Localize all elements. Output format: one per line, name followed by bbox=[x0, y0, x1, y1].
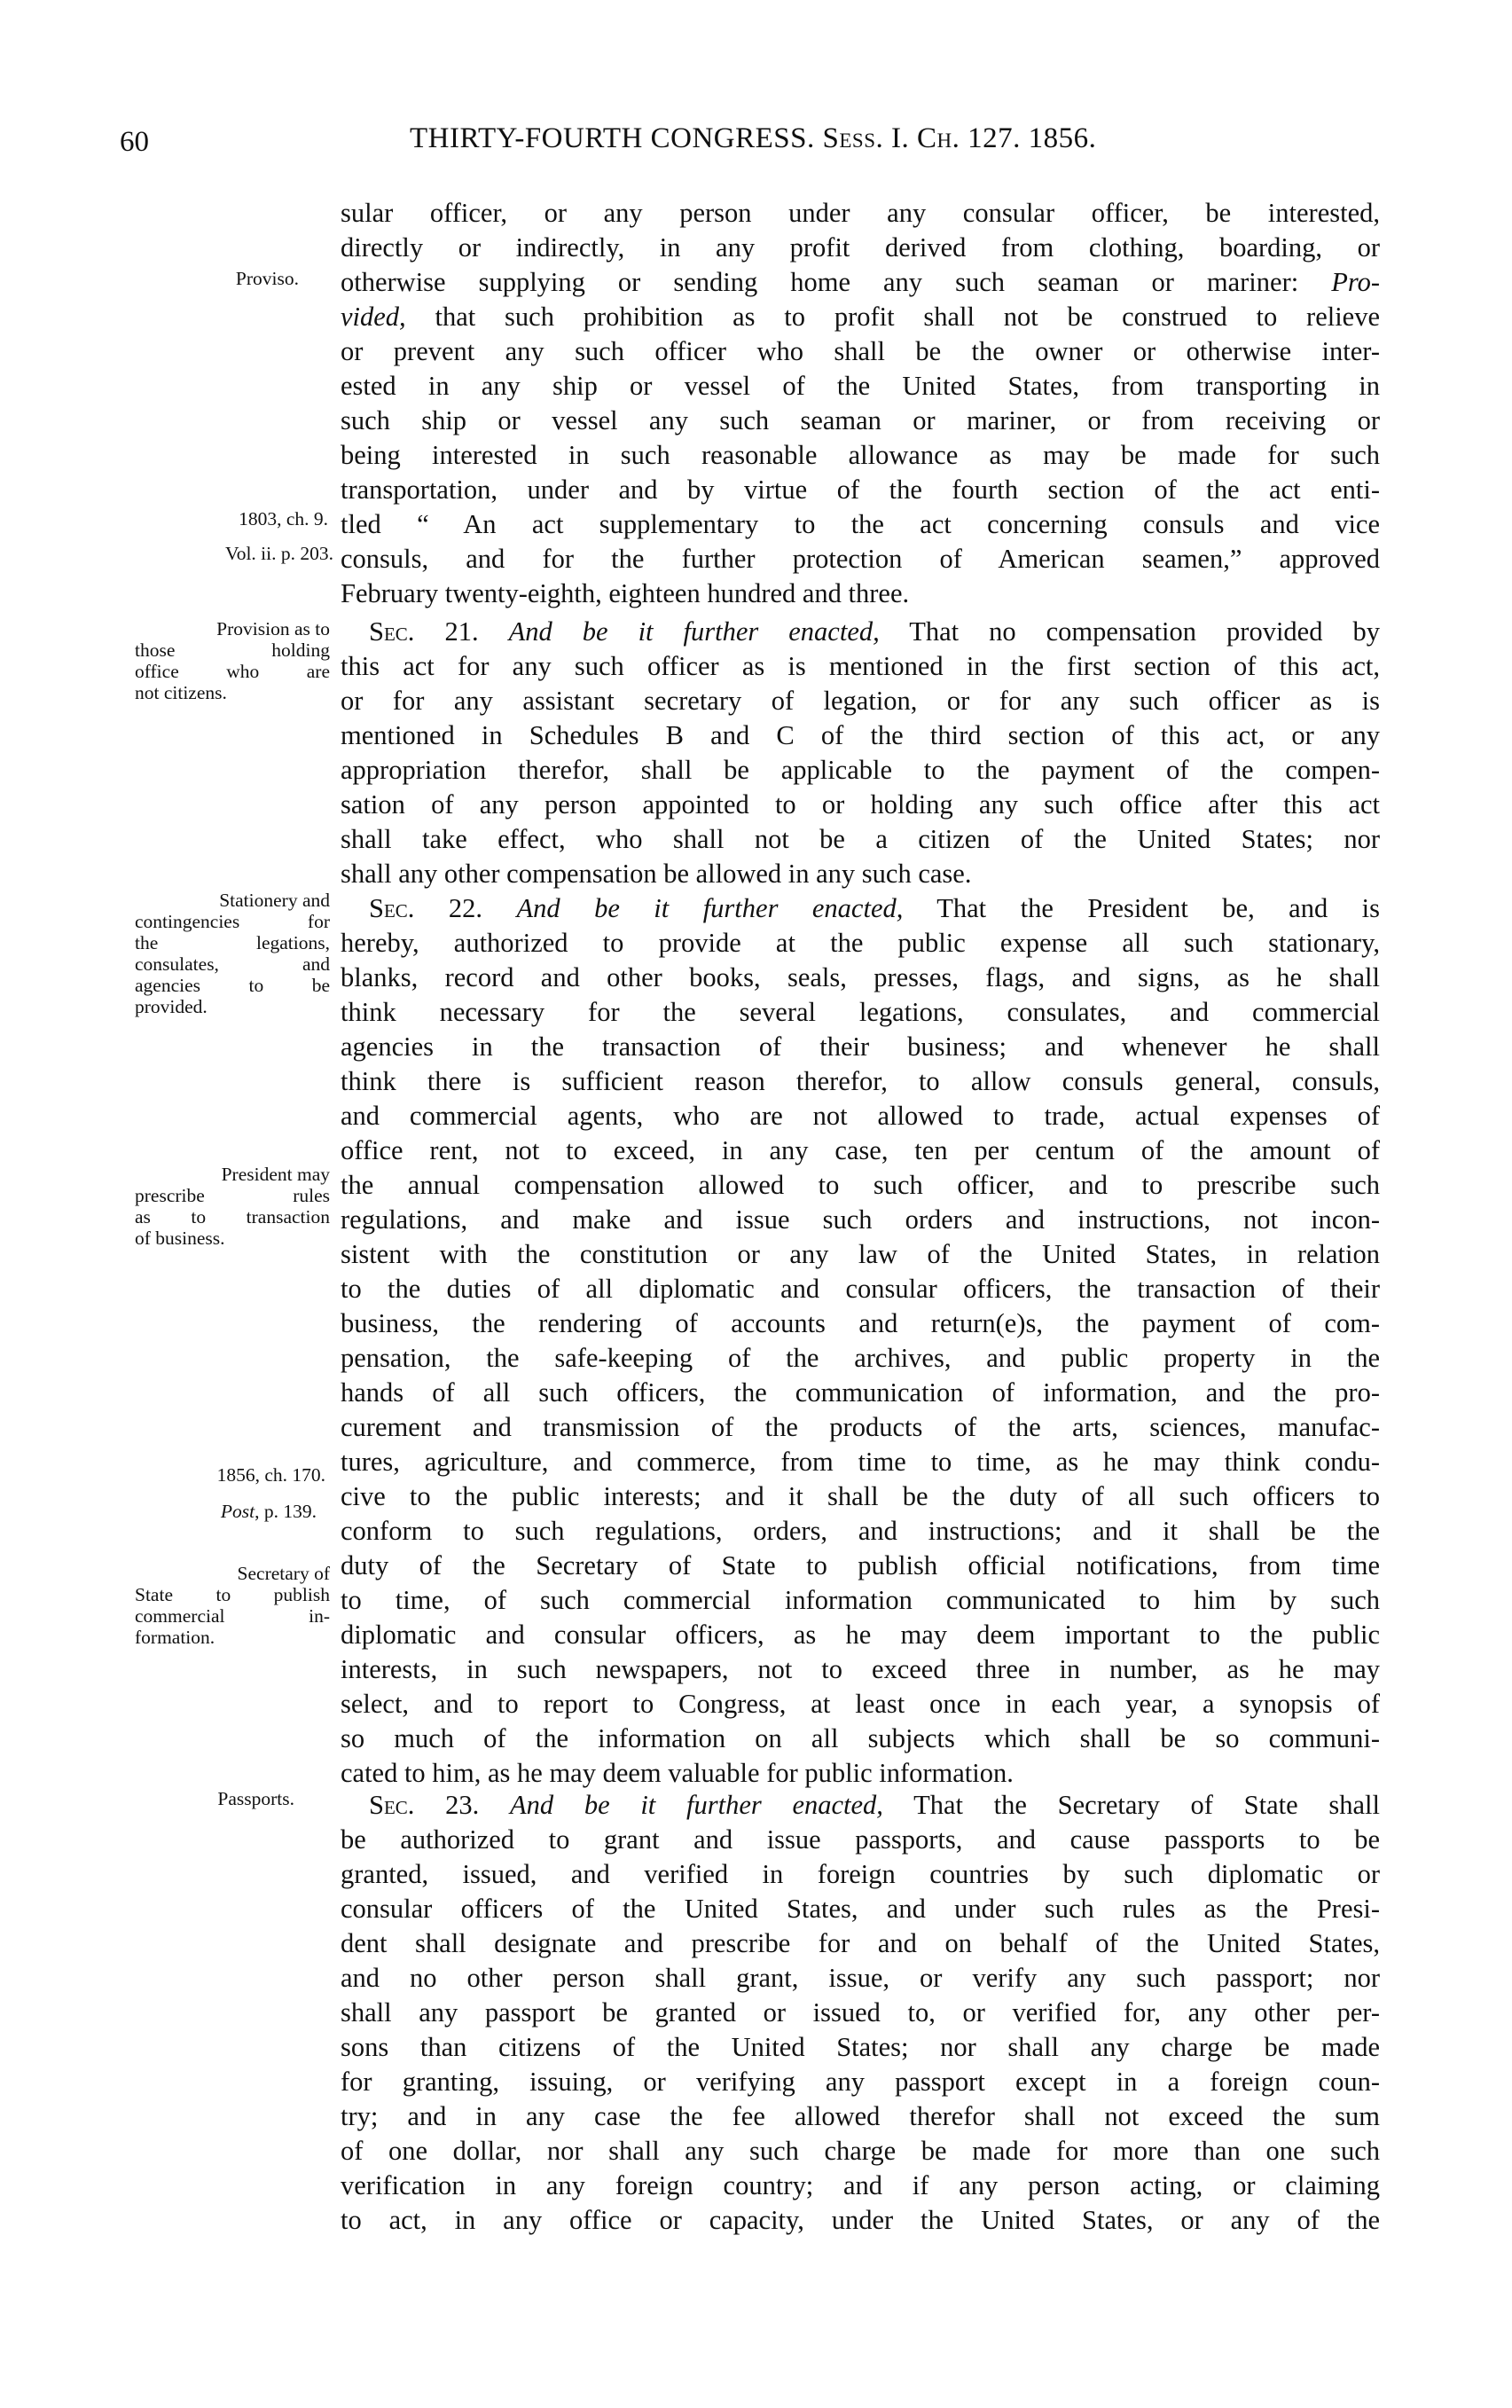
body-line: to time, of such commercial information communicated to him by such bbox=[341, 1585, 1380, 1615]
body-line: regulations, and make and issue such orders and instructions, not incon- bbox=[341, 1204, 1380, 1235]
body-line: shall take effect, who shall not be a citizen of the United States; nor bbox=[341, 824, 1380, 854]
body-text-run: That the Secretary of State shall bbox=[913, 1790, 1380, 1820]
running-head-chapter: Ch. 127. bbox=[916, 122, 1021, 154]
proviso-italic: Pro- bbox=[1331, 267, 1380, 297]
body-line: shall any passport be granted or issued to, or verified for, any other per- bbox=[341, 1997, 1380, 2028]
body-line: curement and transmission of the products of the arts, sciences, manufac- bbox=[341, 1412, 1380, 1442]
body-line: business, the rendering of accounts and return(e)s, the payment of com- bbox=[341, 1308, 1380, 1338]
sidenote-sec21 bbox=[135, 618, 330, 703]
running-head-year: 1856. bbox=[1028, 122, 1097, 154]
body-line bbox=[341, 300, 1380, 334]
proviso-italic: vided, bbox=[341, 302, 406, 332]
sidenote-line: not citizens. bbox=[135, 682, 227, 703]
section-23-first-line bbox=[341, 1788, 1380, 1823]
body-line: tures, agriculture, and commerce, from time to time, as he may think condu- bbox=[341, 1447, 1380, 1477]
body-line: sons than citizens of the United States; nor shall any charge be made bbox=[341, 2032, 1380, 2062]
sidenote-line: consulates, and bbox=[135, 953, 330, 975]
sidenote-passports: Passports. bbox=[217, 1788, 294, 1809]
sidenote-ref-1803: 1803, ch. 9. bbox=[239, 508, 328, 529]
sidenote-line: as to transaction bbox=[135, 1206, 330, 1228]
enacting-clause: And be it further enacted, bbox=[516, 893, 904, 923]
body-line: dent shall designate and prescribe for and on behalf of the United States, bbox=[341, 1928, 1380, 1958]
body-line: think necessary for the several legations, consulates, and commercial bbox=[341, 997, 1380, 1027]
sidenote-proviso: Proviso. bbox=[235, 268, 299, 289]
sidenote-president bbox=[135, 1164, 330, 1249]
body-line: select, and to report to Congress, at least once in each year, a synopsis of bbox=[341, 1689, 1380, 1719]
sidenote-ref-1856: 1856, ch. 170. bbox=[216, 1464, 325, 1486]
body-line: duty of the Secretary of State to publish official notifications, from time bbox=[341, 1550, 1380, 1580]
sidenote-line: Secretary of bbox=[237, 1563, 330, 1584]
body-line: try; and in any case the fee allowed therefor shall not exceed the sum bbox=[341, 2101, 1380, 2131]
body-line: ested in any ship or vessel of the United States, from transporting in bbox=[341, 371, 1380, 401]
body-line: to the duties of all diplomatic and consular officers, the transaction of their bbox=[341, 1274, 1380, 1304]
body-line: and commercial agents, who are not allowed to trade, actual expenses of bbox=[341, 1101, 1380, 1131]
body-line: mentioned in Schedules B and C of the third section of this act, or any bbox=[341, 720, 1380, 750]
body-line: being interested in such reasonable allowance as may be made for such bbox=[341, 440, 1380, 470]
body-line: hereby, authorized to provide at the public expense all such stationary, bbox=[341, 928, 1380, 958]
body-line: transportation, under and by virtue of the fourth section of the act enti- bbox=[341, 475, 1380, 505]
body-text-run: That no compensation provided by bbox=[909, 616, 1380, 647]
body-line: hands of all such officers, the communication of information, and the pro- bbox=[341, 1377, 1380, 1408]
running-head bbox=[410, 122, 1096, 155]
sidenote-line: formation. bbox=[135, 1627, 215, 1648]
body-line: the annual compensation allowed to such officer, and to prescribe such bbox=[341, 1170, 1380, 1200]
body-line: pensation, the safe-keeping of the archives, and public property in the bbox=[341, 1343, 1380, 1373]
body-line: consuls, and for the further protection of American seamen,” approved bbox=[341, 544, 1380, 574]
running-head-congress: THIRTY-FOURTH CONGRESS. bbox=[410, 122, 815, 154]
enacting-clause: And be it further enacted, bbox=[509, 1790, 883, 1820]
body-line: or prevent any such officer who shall be the owner or otherwise inter- bbox=[341, 336, 1380, 366]
body-line: office rent, not to exceed, in any case, ten per centum of the amount of bbox=[341, 1135, 1380, 1165]
body-text-run: that such prohibition as to profit shall not be construed to relieve bbox=[435, 302, 1381, 332]
body-line: this act for any such officer as is mentioned in the first section of this act, bbox=[341, 651, 1380, 681]
sidenote-ref-vol: Vol. ii. p. 203. bbox=[224, 543, 333, 564]
body-line: diplomatic and consular officers, as he may deem important to the public bbox=[341, 1620, 1380, 1650]
section-21-first-line bbox=[341, 615, 1380, 649]
body-text-run: otherwise supplying or sending home any such seaman or mariner: bbox=[341, 267, 1299, 297]
section-22-first-line bbox=[341, 891, 1380, 926]
sidenote-line: State to publish bbox=[135, 1584, 330, 1605]
sidenote-line: of business. bbox=[135, 1228, 225, 1249]
sidenote-post-rest: , p. 139. bbox=[255, 1501, 317, 1522]
body-line: verification in any foreign country; and if any person acting, or claiming bbox=[341, 2170, 1380, 2200]
body-line: sistent with the constitution or any law of the United States, in relation bbox=[341, 1239, 1380, 1269]
body-text-run: That the President be, and is bbox=[936, 893, 1380, 923]
sidenote-line: prescribe rules bbox=[135, 1185, 330, 1206]
body-line: cive to the public interests; and it shall be the duty of all such officers to bbox=[341, 1481, 1380, 1511]
body-line: and no other person shall grant, issue, or verify any such passport; nor bbox=[341, 1963, 1380, 1993]
body-line: February twenty-eighth, eighteen hundred and three. bbox=[341, 578, 910, 608]
body-line: think there is sufficient reason therefor, to allow consuls general, consuls, bbox=[341, 1066, 1380, 1096]
body-line: interests, in such newspapers, not to exceed three in number, as he may bbox=[341, 1654, 1380, 1684]
sidenote-line: those holding bbox=[135, 639, 330, 661]
sidenote-secstate bbox=[135, 1563, 330, 1648]
body-line: such ship or vessel any such seaman or mariner, or from receiving or bbox=[341, 405, 1380, 435]
body-line: be authorized to grant and issue passports, and cause passports to be bbox=[341, 1824, 1380, 1855]
body-line: granted, issued, and verified in foreign countries by such diplomatic or bbox=[341, 1859, 1380, 1889]
sidenote-line: Provision as to bbox=[216, 618, 330, 639]
sidenote-post-italic: Post bbox=[220, 1501, 255, 1522]
body-line: tled “ An act supplementary to the act concerning consuls and vice bbox=[341, 509, 1380, 539]
body-line: to act, in any office or capacity, under the United States, or any of the bbox=[341, 2205, 1380, 2235]
body-line: appropriation therefor, shall be applicable to the payment of the compen- bbox=[341, 755, 1380, 785]
sidenote-line: office who are bbox=[135, 661, 330, 682]
body-line: agencies in the transaction of their business; and whenever he shall bbox=[341, 1031, 1380, 1062]
sidenote-line: agencies to be bbox=[135, 975, 330, 996]
body-line: consular officers of the United States, and under such rules as the Presi- bbox=[341, 1894, 1380, 1924]
body-line: for granting, issuing, or verifying any passport except in a foreign coun- bbox=[341, 2067, 1380, 2097]
body-line: of one dollar, nor shall any such charge be made for more than one such bbox=[341, 2136, 1380, 2166]
body-line: conform to such regulations, orders, and instructions; and it shall be the bbox=[341, 1516, 1380, 1546]
running-head-session: Sess. I. bbox=[822, 122, 910, 154]
sidenote-line: contingencies for bbox=[135, 911, 330, 932]
sidenote-post-ref bbox=[135, 1501, 317, 1522]
section-label: Sec. 23. bbox=[369, 1790, 480, 1820]
body-line bbox=[341, 265, 1380, 300]
sidenote-line: President may bbox=[221, 1164, 330, 1185]
body-line: blanks, record and other books, seals, presses, flags, and signs, as he shall bbox=[341, 962, 1380, 992]
body-line: shall any other compensation be allowed in any such case. bbox=[341, 859, 972, 889]
sidenote-line: commercial in- bbox=[135, 1605, 330, 1627]
section-label: Sec. 22. bbox=[369, 893, 483, 923]
body-line: so much of the information on all subjects which shall be so communi- bbox=[341, 1723, 1380, 1753]
body-line: cated to him, as he may deem valuable for public information. bbox=[341, 1758, 1014, 1788]
body-line: or for any assistant secretary of legation, or for any such officer as is bbox=[341, 686, 1380, 716]
enacting-clause: And be it further enacted, bbox=[508, 616, 880, 647]
body-line: sation of any person appointed to or holding any such office after this act bbox=[341, 789, 1380, 820]
body-line: directly or indirectly, in any profit derived from clothing, boarding, or bbox=[341, 232, 1380, 263]
sidenote-line: Stationery and bbox=[219, 890, 330, 911]
sidenote-line: the legations, bbox=[135, 932, 330, 953]
body-line: sular officer, or any person under any consular officer, be interested, bbox=[341, 198, 1380, 228]
section-label: Sec. 21. bbox=[369, 616, 479, 647]
sidenote-line: provided. bbox=[135, 996, 208, 1017]
page-number: 60 bbox=[120, 126, 149, 158]
sidenote-sec22 bbox=[135, 890, 330, 1017]
